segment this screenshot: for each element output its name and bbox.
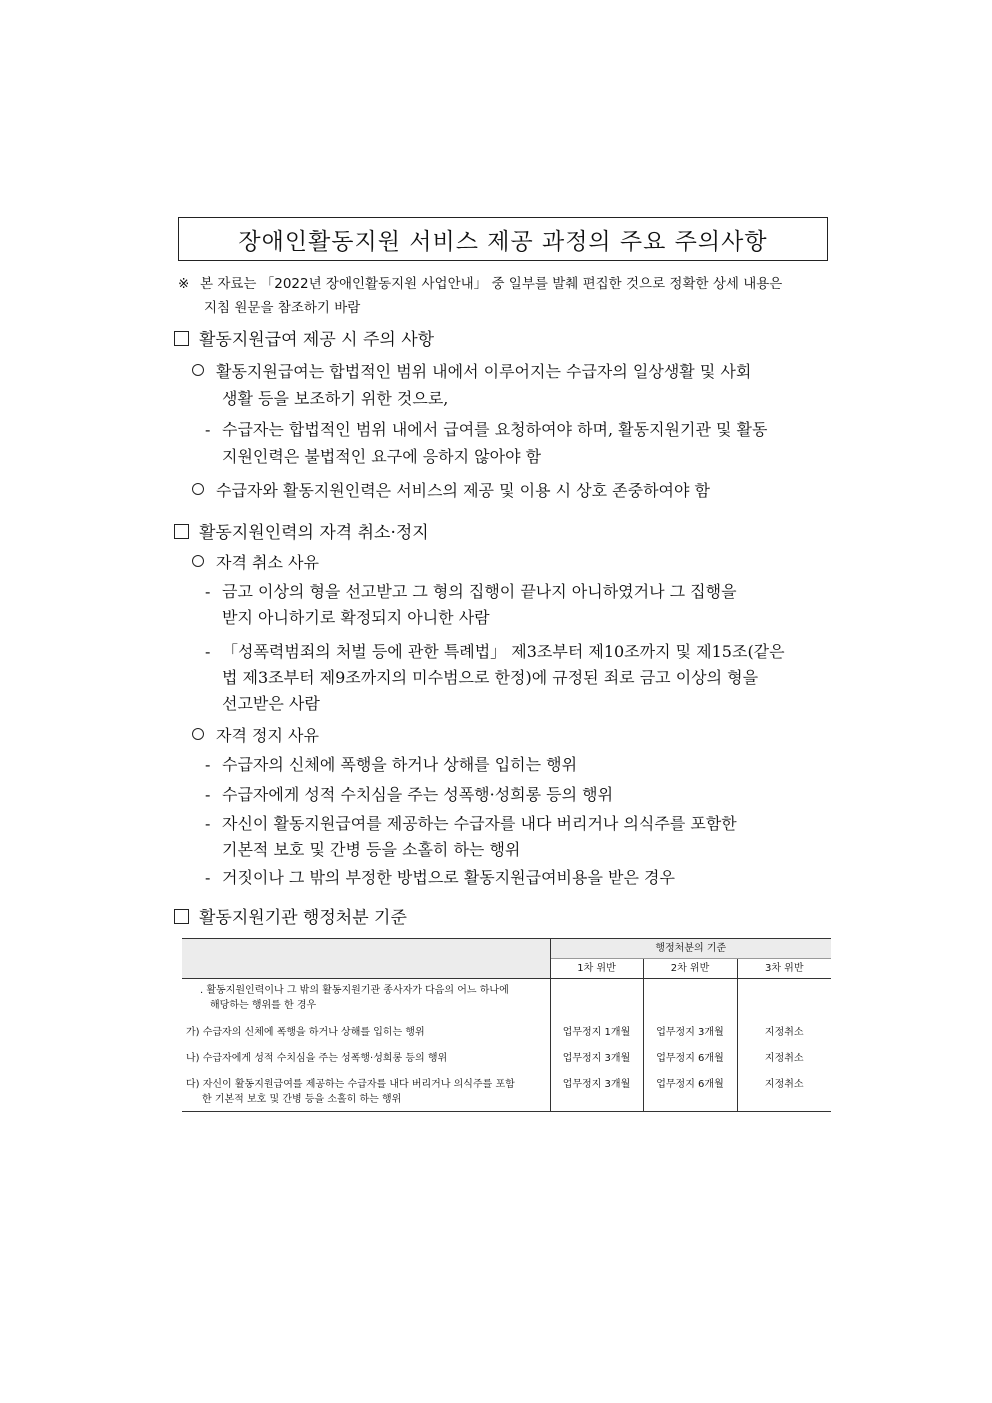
sec2-d2-line-3: 선고받은 사람 (222, 694, 320, 713)
row-first-violation: 업무정지 3개월 (550, 1077, 643, 1111)
circle-bullet-icon (192, 364, 204, 376)
row-label: 나) 수급자에게 성적 수치심을 주는 성폭행·성희롱 등의 행위 (186, 1053, 448, 1064)
document-title: 장애인활동지원 서비스 제공 과정의 주요 주의사항 (178, 217, 828, 261)
row-second-violation: 업무정지 6개월 (643, 1051, 737, 1077)
sec1-item-2-text: 수급자와 활동지원인력은 서비스의 제공 및 이용 시 상호 존중하여야 함 (216, 481, 710, 500)
table-group-header: 행정처분의 기준 (550, 939, 831, 959)
sec1-item-2 (192, 479, 710, 503)
note-mark: ※ (178, 276, 190, 292)
row-second-violation: 업무정지 3개월 (643, 1025, 737, 1051)
row-second-violation: 업무정지 6개월 (643, 1077, 737, 1111)
checkbox-square-icon (174, 524, 189, 539)
sec2-e1-text: 수급자의 신체에 폭행을 하거나 상해를 입히는 행위 (222, 755, 578, 774)
section-3-title: 활동지원기관 행정처분 기준 (199, 908, 407, 928)
table-intro-line-2: 해당하는 행위를 한 경우 (210, 1000, 317, 1011)
sec1-subitem-1-text-1: 수급자는 합법적인 범위 내에서 급여를 요청하여야 하며, 활동지원기관 및 활동 (222, 420, 768, 439)
table-col-2: 2차 위반 (643, 959, 737, 979)
table-col-3: 3차 위반 (737, 959, 831, 979)
row-third-violation: 지정취소 (737, 1077, 831, 1111)
sec2-e4-text: 거짓이나 그 밖의 부정한 방법으로 활동지원급여비용을 받은 경우 (222, 868, 675, 887)
source-note (178, 272, 838, 320)
checkbox-square-icon (174, 331, 189, 346)
sec2-e4: - 거짓이나 그 밖의 부정한 방법으로 활동지원급여비용을 받은 경우 (205, 868, 675, 887)
section-2-heading (174, 521, 429, 545)
table-col-1: 1차 위반 (550, 959, 643, 979)
sec1-item-1-line-1 (192, 360, 751, 384)
penalty-table (182, 938, 831, 1112)
sec2-e2-text: 수급자에게 성적 수치심을 주는 성폭행·성희롱 등의 행위 (222, 785, 614, 804)
sec2-item-2 (192, 724, 319, 748)
row-label: 가) 수급자의 신체에 폭행을 하거나 상해를 입히는 행위 (186, 1027, 425, 1038)
row-third-violation: 지정취소 (737, 1051, 831, 1077)
checkbox-square-icon (174, 909, 189, 924)
sec2-item-1 (192, 551, 319, 575)
table-row (182, 1025, 831, 1051)
circle-bullet-icon (192, 728, 204, 740)
table-row (182, 1077, 831, 1111)
section-1-heading (174, 328, 434, 352)
table-row (182, 1051, 831, 1077)
section-1-title: 활동지원급여 제공 시 주의 사항 (199, 330, 435, 350)
circle-bullet-icon (192, 483, 204, 495)
sec2-item-2-text: 자격 정지 사유 (216, 726, 319, 745)
sec1-item-1-line-2: 생활 등을 보조하기 위한 것으로, (222, 389, 449, 408)
sec2-d1-text-1: 금고 이상의 형을 선고받고 그 형의 집행이 끝나지 아니하였거나 그 집행을 (222, 582, 737, 601)
sec2-d1-line-2: 받지 아니하기로 확정되지 아니한 사람 (222, 608, 490, 627)
table-intro (182, 979, 550, 1026)
sec2-d2-line-2: 법 제3조부터 제9조까지의 미수범으로 한정)에 규정된 죄로 금고 이상의 형을 (222, 668, 759, 687)
sec2-e1: - 수급자의 신체에 폭행을 하거나 상해를 입히는 행위 (205, 755, 578, 774)
table-intro-line-1: . 활동지원인력이나 그 밖의 활동지원기관 종사자가 다음의 어느 하나에 (200, 985, 509, 996)
row-label (182, 1077, 550, 1111)
circle-bullet-icon (192, 555, 204, 567)
row-third-violation: 지정취소 (737, 1025, 831, 1051)
sec2-d2-text-1: 「성폭력범죄의 처벌 등에 관한 특례법」 제3조부터 제10조까지 및 제15조(같은 (222, 642, 785, 661)
row-first-violation: 업무정지 1개월 (550, 1025, 643, 1051)
sec1-subitem-1-line-1: - 수급자는 합법적인 범위 내에서 급여를 요청하여야 하며, 활동지원기관 및 활동 (205, 420, 768, 439)
sec2-d1-line-1: - 금고 이상의 형을 선고받고 그 형의 집행이 끝나지 아니하였거나 그 집행을 (205, 582, 737, 601)
sec2-d2-line-1: - 「성폭력범죄의 처벌 등에 관한 특례법」 제3조부터 제10조까지 및 제15조(같은 (205, 642, 785, 661)
sec2-e3-line-1: - 자신이 활동지원급여를 제공하는 수급자를 내다 버리거나 의식주를 포함한 (205, 814, 737, 833)
table-header-empty (182, 939, 550, 979)
row-label-line-1: 다) 자신이 활동지원급여를 제공하는 수급자를 내다 버리거나 의식주를 포함 (186, 1079, 515, 1090)
sec2-item-1-text: 자격 취소 사유 (216, 553, 319, 572)
note-line-2: 지침 원문을 참조하기 바람 (204, 300, 361, 316)
row-label-line-2: 한 기본적 보호 및 간병 등을 소홀히 하는 행위 (202, 1094, 402, 1105)
section-3-heading (174, 906, 407, 930)
sec1-item-1-text-1: 활동지원급여는 합법적인 범위 내에서 이루어지는 수급자의 일상생활 및 사회 (216, 362, 752, 381)
sec2-e3-text-1: 자신이 활동지원급여를 제공하는 수급자를 내다 버리거나 의식주를 포함한 (222, 814, 737, 833)
sec1-subitem-1-line-2: 지원인력은 불법적인 요구에 응하지 않아야 함 (222, 447, 542, 466)
note-line-1: 본 자료는 「2022년 장애인활동지원 사업안내」 중 일부를 발췌 편집한 것으로 정확한 상세 내용은 (200, 276, 783, 292)
section-2-title: 활동지원인력의 자격 취소·정지 (199, 523, 429, 543)
sec2-e2: - 수급자에게 성적 수치심을 주는 성폭행·성희롱 등의 행위 (205, 785, 614, 804)
row-first-violation: 업무정지 3개월 (550, 1051, 643, 1077)
sec2-e3-line-2: 기본적 보호 및 간병 등을 소홀히 하는 행위 (222, 840, 521, 859)
